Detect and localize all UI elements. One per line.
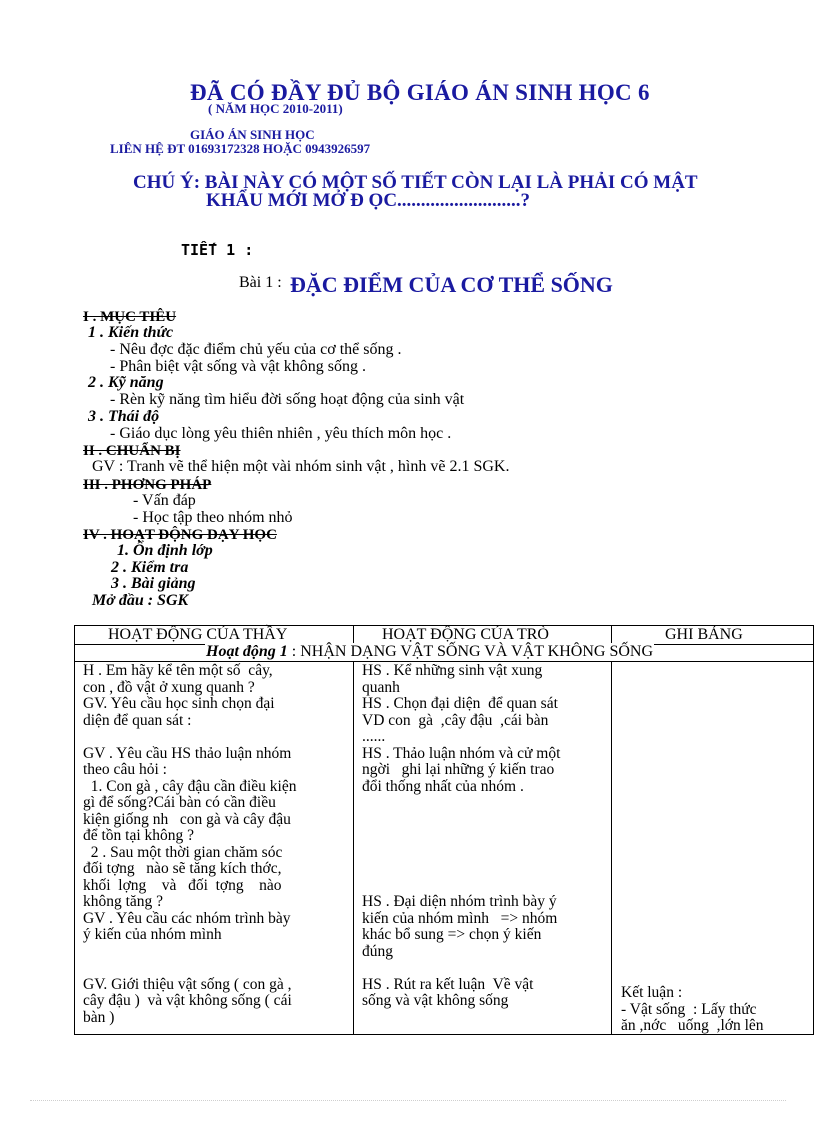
contact-info: LIÊN HỆ ĐT 01693172328 HOẶC 0943926597 bbox=[110, 141, 371, 156]
teacher-line: theo câu hỏi : bbox=[83, 761, 167, 778]
method-item-1: - Vấn đáp bbox=[133, 492, 196, 509]
lesson-number: Bài 1 : bbox=[239, 274, 282, 291]
student-line: sống và vật không sống bbox=[362, 992, 509, 1009]
student-line: đúng bbox=[362, 942, 393, 960]
knowledge-item-2: - Phân biệt vật sống và vật không sống . bbox=[110, 358, 366, 375]
teacher-line: 2 . Sau một thời gian chăm sóc bbox=[83, 843, 283, 861]
teacher-line: GV. Yêu cầu học sinh chọn đại bbox=[83, 695, 275, 712]
teacher-line: không tăng ? bbox=[83, 893, 164, 910]
header-student: HOẠT ĐỘNG CỦA TRÒ bbox=[382, 626, 549, 643]
teacher-line: cây đậu ) và vật không sống ( cái bbox=[83, 992, 292, 1009]
student-line: HS . Rút ra kết luận Về vật bbox=[362, 975, 534, 993]
section-activities: IV . HOẠT ĐỘNG DẠY HỌC bbox=[83, 527, 277, 543]
lesson-activity-table bbox=[74, 625, 814, 1035]
student-line: HS . Chọn đại diện để quan sát bbox=[362, 695, 558, 712]
method-item-2: - Học tập theo nhóm nhỏ bbox=[133, 509, 293, 526]
teacher-line bbox=[83, 944, 297, 961]
note-line-1: CHÚ Ý: BÀI NÀY CÓ MỘT SỐ TIẾT CÒN LẠI LÀ PHẢI CÓ MẬT bbox=[133, 172, 698, 193]
student-line bbox=[362, 960, 560, 977]
student-line: quanh bbox=[362, 678, 400, 696]
document-title: ĐÃ CÓ ĐẦY ĐỦ BỘ GIÁO ÁN SINH HỌC 6 bbox=[190, 80, 650, 105]
teacher-line: 1. Con gà , cây đậu cần điều kiện bbox=[83, 777, 297, 795]
teacher-line: ý kiến của nhóm mình bbox=[83, 926, 222, 943]
subsection-knowledge: 1 . Kiến thức bbox=[88, 324, 174, 341]
teacher-line bbox=[83, 729, 297, 746]
page-bottom-rule bbox=[30, 1100, 786, 1101]
preparation-item-1: GV : Tranh vẽ thể hiện một vài nhóm sinh vật , hình vẽ 2.1 SGK. bbox=[92, 458, 510, 475]
teacher-line: khối lợng và đối tợng nào bbox=[83, 876, 282, 894]
teacher-line bbox=[83, 960, 297, 977]
header-teacher: HOẠT ĐỘNG CỦA THẦY bbox=[108, 626, 288, 643]
school-year: ( NĂM HỌC 2010-2011) bbox=[208, 101, 343, 116]
knowledge-item-1: - Nêu đợc đặc điểm chủ yếu của cơ thể sống . bbox=[110, 341, 402, 358]
teacher-line: GV . Yêu cầu HS thảo luận nhóm bbox=[83, 744, 292, 762]
section-methods: III . PHƠNG PHÁP bbox=[83, 477, 212, 493]
activity-step-1: 1. Ổn định lớp bbox=[117, 542, 213, 559]
subsection-skills: 2 . Kỹ năng bbox=[88, 374, 164, 391]
student-line bbox=[362, 878, 560, 895]
column-divider-2 bbox=[611, 626, 612, 1034]
teacher-line: con , đồ vật ở xung quanh ? bbox=[83, 678, 255, 696]
teacher-line: bàn ) bbox=[83, 1008, 115, 1026]
teacher-line: diện để quan sát : bbox=[83, 711, 192, 729]
lesson-period: TIẾT 1 : bbox=[181, 241, 254, 259]
teacher-line: gì để sống?Cái bàn có cần điều bbox=[83, 794, 276, 811]
teacher-line: GV. Giới thiệu vật sống ( con gà , bbox=[83, 975, 292, 993]
teacher-line: để tồn tại không ? bbox=[83, 827, 195, 844]
header-board: GHI BẢNG bbox=[665, 626, 743, 643]
activity-title: : NHẬN DẠNG VẬT SỐNG VÀ VẬT KHÔNG SỐNG bbox=[291, 643, 654, 660]
board-line: - Vật sống : Lấy thức bbox=[621, 1000, 757, 1018]
board-line: Kết luận : bbox=[621, 984, 683, 1001]
activity-row bbox=[205, 643, 654, 661]
attitude-item-1: - Giáo dục lòng yêu thiên nhiên , yêu thích môn học . bbox=[110, 425, 452, 442]
section-objectives: I . MỤC TIÊU bbox=[83, 309, 177, 325]
subsection-attitude: 3 . Thái độ bbox=[88, 408, 160, 425]
student-line: đổi thống nhất của nhóm . bbox=[362, 777, 524, 795]
student-line bbox=[362, 795, 560, 812]
student-line bbox=[362, 828, 560, 845]
section-preparation: II . CHUẨN BỊ bbox=[83, 443, 181, 459]
note-line-2: KHẨU MỚI MỞ Đ ỌC..........................? bbox=[206, 190, 531, 211]
student-line: HS . Thảo luận nhóm và cử một bbox=[362, 744, 561, 762]
board-line: ăn ,nớc uống ,lớn lên bbox=[621, 1017, 764, 1034]
student-activities bbox=[362, 663, 560, 1010]
student-line: HS . Kể những sinh vật xung bbox=[362, 662, 543, 679]
student-line: kiến của nhóm mình => nhóm bbox=[362, 909, 558, 927]
subtitle: GIÁO ÁN SINH HỌC bbox=[190, 127, 315, 142]
teacher-line: GV . Yêu cầu các nhóm trình bày bbox=[83, 909, 291, 927]
skills-item-1: - Rèn kỹ năng tìm hiểu đời sống hoạt động của sinh vật bbox=[110, 391, 465, 408]
board-notes bbox=[621, 985, 764, 1035]
student-line: khác bổ sung => chọn ý kiến bbox=[362, 926, 542, 943]
student-line bbox=[362, 845, 560, 862]
student-line: HS . Đại diện nhóm trình bày ý bbox=[362, 893, 557, 910]
student-line bbox=[362, 812, 560, 829]
lesson-title: ĐẶC ĐIỂM CỦA CƠ THỂ SỐNG bbox=[290, 272, 613, 297]
teacher-line: H . Em hãy kể tên một số cây, bbox=[83, 662, 273, 679]
activity-step-2: 2 . Kiểm tra bbox=[111, 559, 189, 576]
teacher-line: kiện giống nh con gà và cây đậu bbox=[83, 810, 291, 828]
student-line: VD con gà ,cây đậu ,cái bàn bbox=[362, 711, 549, 729]
lesson-intro: Mở đầu : SGK bbox=[92, 592, 189, 609]
student-line: ...... bbox=[362, 728, 386, 745]
column-divider-1 bbox=[353, 626, 354, 1034]
teacher-activities bbox=[83, 663, 297, 1026]
student-line: ngời ghi lại những ý kiến trao bbox=[362, 761, 555, 778]
activity-step-3: 3 . Bài giảng bbox=[111, 575, 196, 592]
teacher-line: đối tợng nào sẽ tăng kích thớc, bbox=[83, 860, 282, 877]
student-line bbox=[362, 861, 560, 878]
activity-label: Hoạt động 1 bbox=[206, 643, 288, 660]
